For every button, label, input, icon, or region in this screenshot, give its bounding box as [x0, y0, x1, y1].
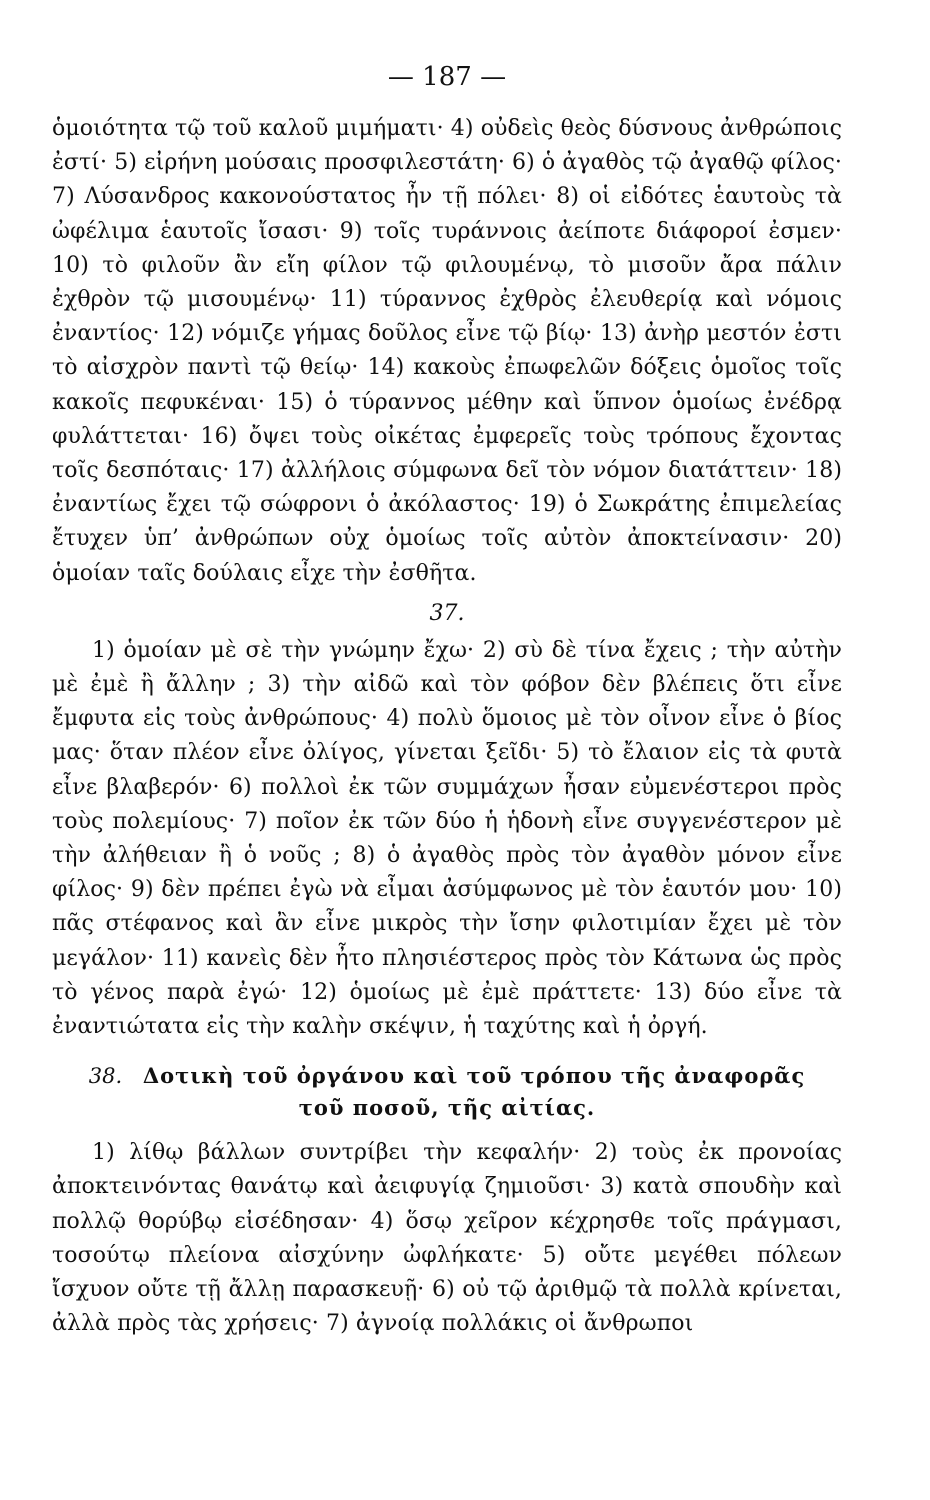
page-number: — 187 — — [387, 62, 507, 92]
section-38-heading — [52, 1060, 842, 1124]
section-37-number: 37. — [429, 600, 465, 626]
paragraph-36-continuation: ὁμοιότητα τῷ τοῦ καλοῦ μιμήματι· 4) οὐδεὶς θεὸς δύσνους ἀνθρώποις ἐστί· 5) εἰρήνη μούσαις προσφιλεστάτη· 6) ὁ ἀγαθὸς τῷ ἀγαθῷ φίλος· 7) Λύσανδρος κακονούστατος ἦν τῇ πόλει· 8) οἱ εἰδότες ἑαυτοὺς τὰ ὠφέλιμα ἑαυτοῖς ἴσασι· 9) τοῖς τυράννοις ἀείποτε διάφοροί ἐσμεν· 10) τὸ φιλοῦν ἂν εἴη φίλον τῷ φιλουμένῳ, τὸ μισοῦν ἄρα πάλιν ἐχθρὸν τῷ μισουμένῳ· 11) τύραννος ἐχθρὸς ἐλευθερίᾳ καὶ νόμοις ἐναντίος· 12) νόμιζε γήμας δοῦλος εἶνε τῷ βίῳ· 13) ἀνὴρ μεστόν ἐστι τὸ αἰσχρὸν παντὶ τῷ θείῳ· 14) κακοὺς ἐπωφελῶν δόξεις ὁμοῖος τοῖς κακοῖς πεφυκέναι· 15) ὁ τύραννος μέθην καὶ ὕπνον ὁμοίως ἐνέδρᾳ φυλάττεται· 16) ὄψει τοὺς οἰκέτας ἐμφερεῖς τοὺς τρόπους ἔχοντας τοῖς δεσπόταις· 17) ἀλλήλοις σύμφωνα δεῖ τὸν νόμον διατάττειν· 18) ἐναντίως ἔχει τῷ σώφρονι ὁ ἀκόλαστος· 19) ὁ Σωκράτης ἐπιμελείας ἔτυχεν ὑπ’ ἀνθρώπων οὐχ ὁμοίως τοῖς αὐτὸν ἀποκτείνασιν· 20) ὁμοίαν ταῖς δούλαις εἶχε τὴν ἐσθῆτα. — [52, 116, 842, 586]
paragraph-37: 1) ὁμοίαν μὲ σὲ τὴν γνώμην ἔχω· 2) σὺ δὲ τίνα ἔχεις ; τὴν αὐτὴν μὲ ἐμὲ ἢ ἄλλην ; 3) τὴν αἰδῶ καὶ τὸν φόβον δὲν βλέπεις ὅτι εἶνε ἔμφυτα εἰς τοὺς ἀνθρώπους· 4) πολὺ ὅμοιος μὲ τὸν οἶνον εἶνε ὁ βίος μας· ὅταν πλέον εἶνε ὀλίγος, γίνεται ξεῖδι· 5) τὸ ἔλαιον εἰς τὰ φυτὰ εἶνε βλαβερόν· 6) πολλοὶ ἐκ τῶν συμμάχων ἦσαν εὐμενέστεροι πρὸς τοὺς πολεμίους· 7) ποῖον ἐκ τῶν δύο ἡ ἡδονὴ εἶνε συγγενέστερον μὲ τὴν ἀλήθειαν ἢ ὁ νοῦς ; 8) ὁ ἀγαθὸς πρὸς τὸν ἀγαθὸν μόνον εἶνε φίλος· 9) δὲν πρέπει ἐγὼ νὰ εἶμαι ἀσύμφωνος μὲ τὸν ἑαυτόν μου· 10) πᾶς στέφανος καὶ ἂν εἶνε μικρὸς τὴν ἴσην φιλοτιμίαν ἔχει μὲ τὸν μεγάλον· 11) κανεὶς δὲν ἦτο πλησιέστερος πρὸς τὸν Κάτωνα ὡς πρὸς τὸ γένος παρὰ ἐγώ· 12) ὁμοίως μὲ ἐμὲ πράττετε· 13) δύο εἶνε τὰ ἐναντιώτατα εἰς τὴν καλὴν σκέψιν, ἡ ταχύτης καὶ ἡ ὀργή. — [52, 637, 842, 1040]
paragraph-38: 1) λίθῳ βάλλων συντρίβει τὴν κεφαλήν· 2) τοὺς ἐκ προνοίας ἀποκτεινόντας θανάτῳ καὶ ἀειφυγίᾳ ζημιοῦσι· 3) κατὰ σπουδὴν καὶ πολλῷ θορύβῳ εἰσέδησαν· 4) ὅσῳ χεῖρον κέχρησθε τοῖς πράγμασι, τοσούτῳ πλείονα αἰσχύνην ὠφλήκατε· 5) οὔτε μεγέθει πόλεων ἴσχυον οὔτε τῇ ἄλλῃ παρασκευῇ· 6) οὐ τῷ ἀριθμῷ τὰ πολλὰ κρίνεται, ἀλλὰ πρὸς τὰς χρήσεις· 7) ἀγνοίᾳ πολλάκις οἱ ἄνθρωποι — [52, 1140, 842, 1337]
section-38-title-line2: τοῦ ποσοῦ, τῆς αἰτίας. — [298, 1095, 596, 1121]
section-38-title-line1: Δοτικὴ τοῦ ὀργάνου καὶ τοῦ τρόπου τῆς ἀναφορᾶς — [142, 1063, 806, 1089]
section-38-number: 38. — [88, 1064, 123, 1089]
